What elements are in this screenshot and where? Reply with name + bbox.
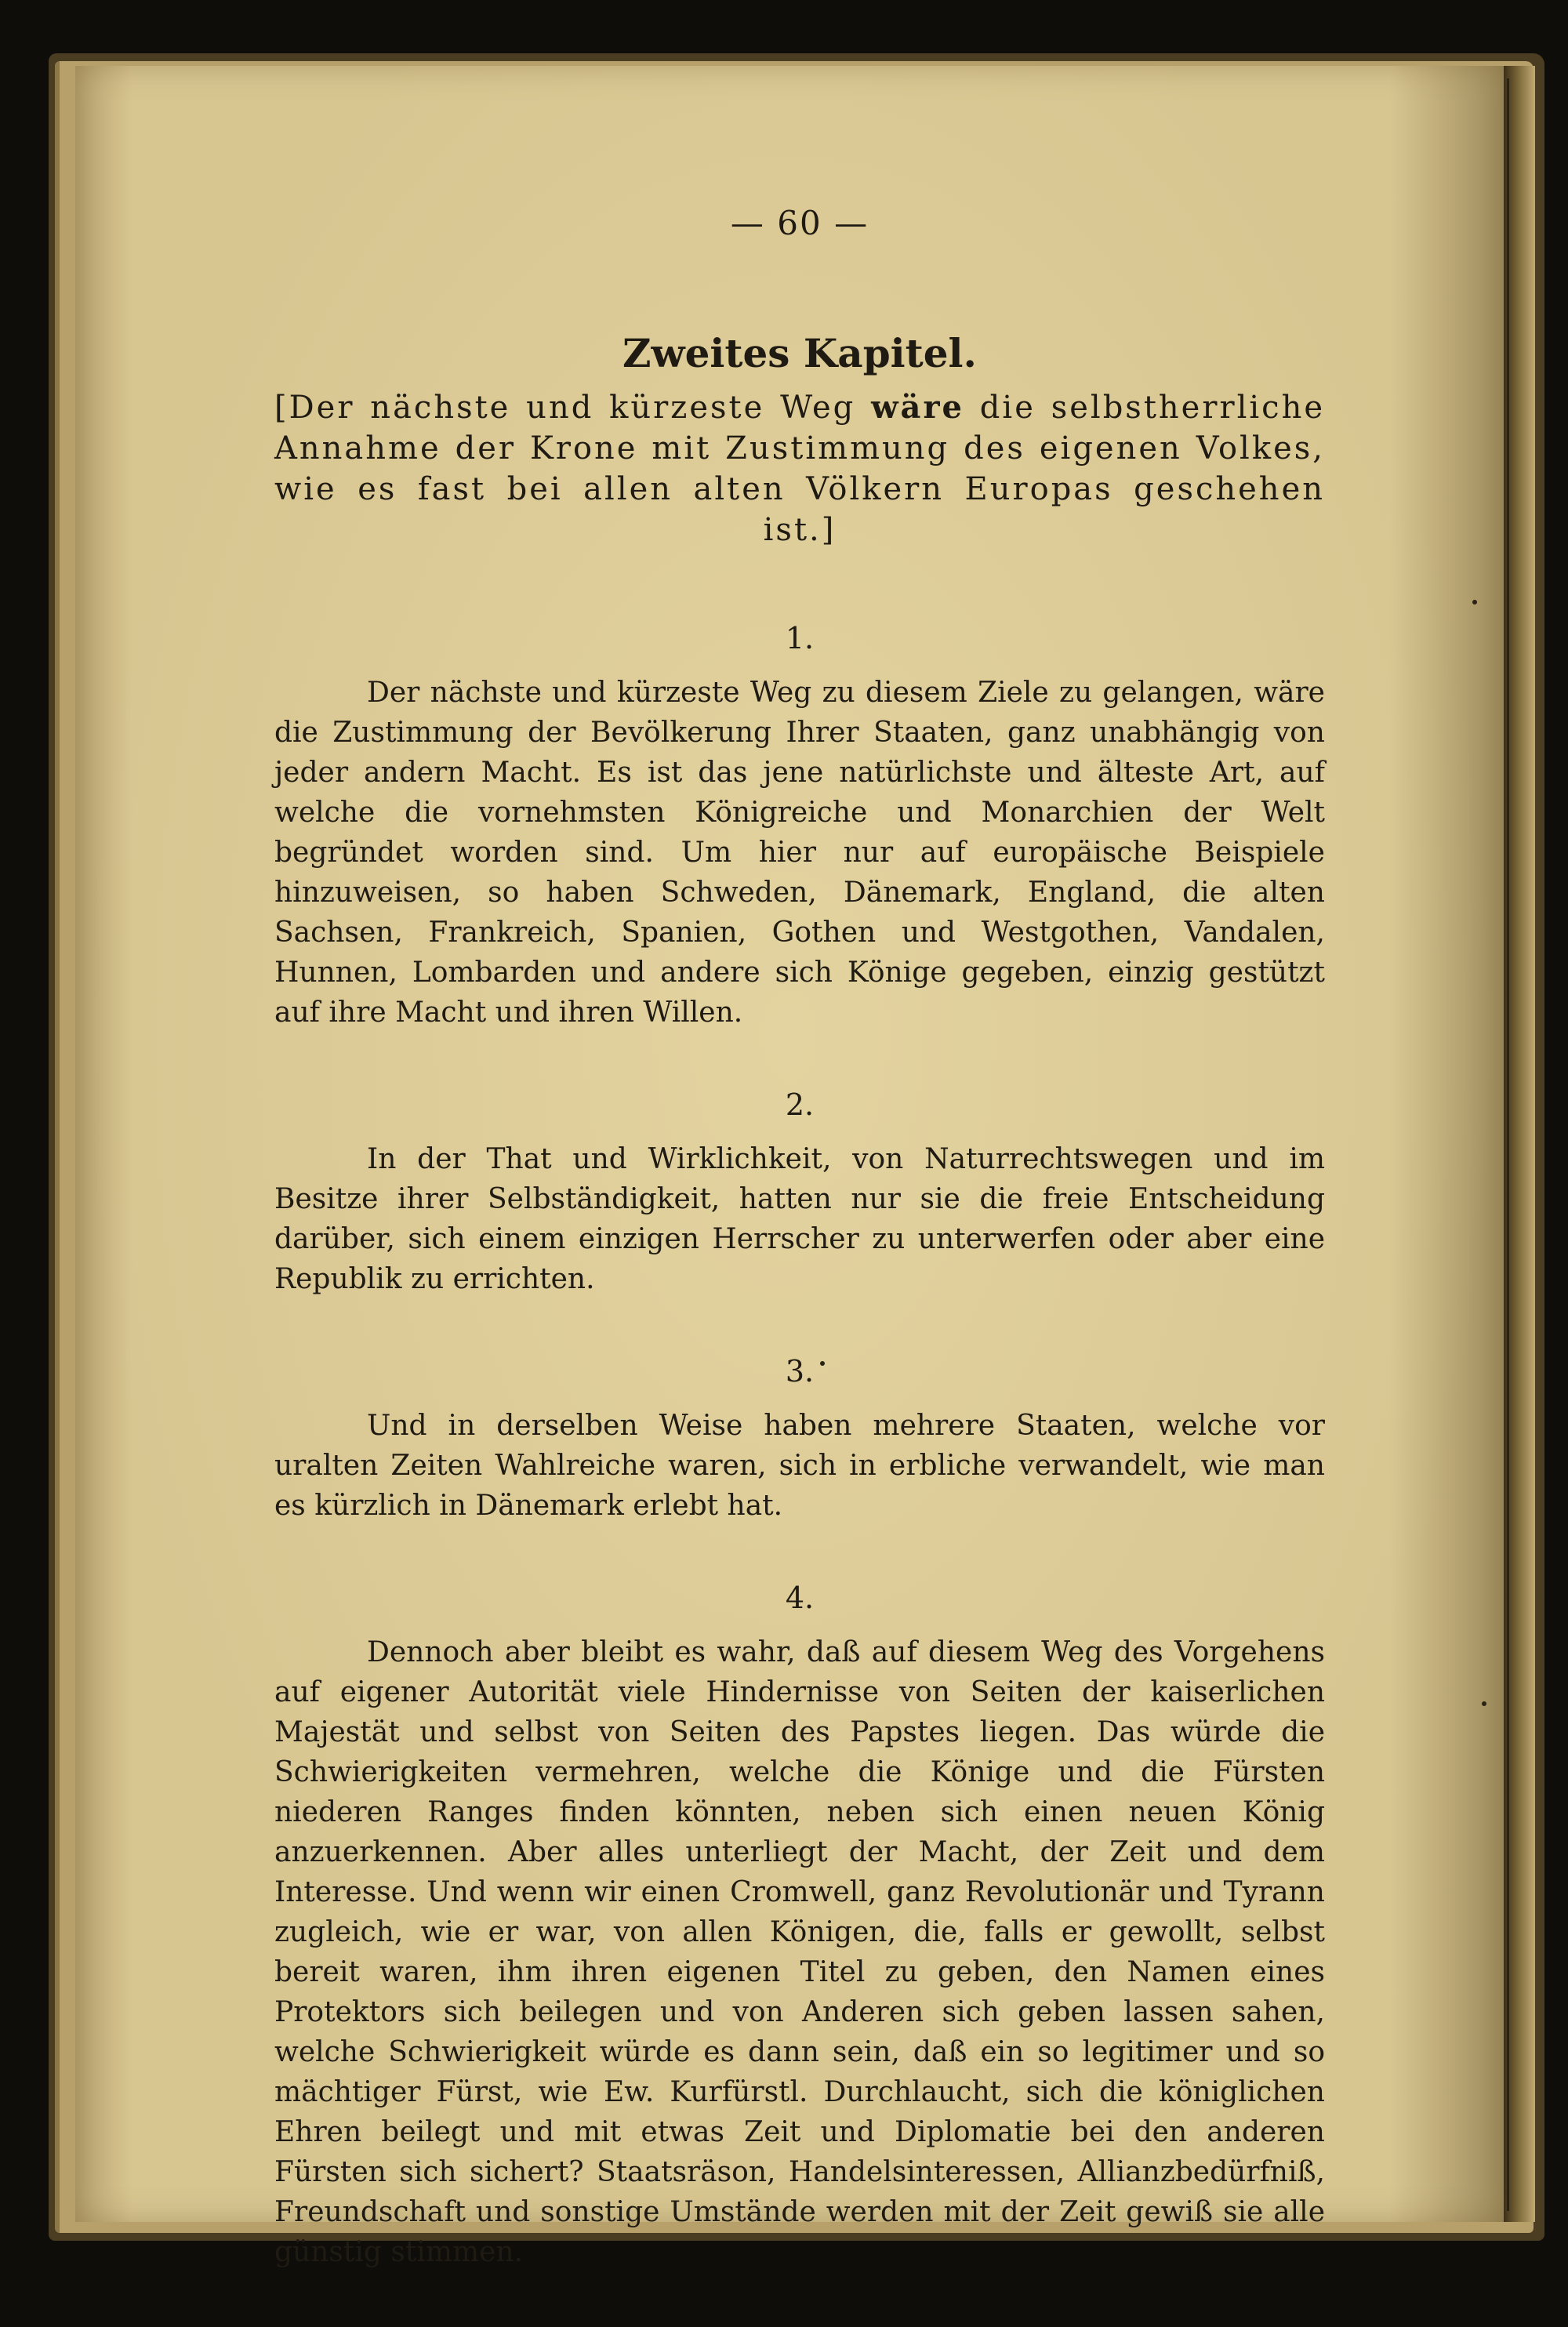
section-1 [274, 621, 1325, 1033]
section-4 [274, 1581, 1325, 2272]
section-paragraph: Der nächste und kürzeste Weg zu diesem Ziele zu gelangen, wäre die Zustimmung der Bevölkerung Ihrer Staaten, ganz unabhängig von jeder andern Macht. Es ist das jene natürlichste und älteste Art, auf welche die vornehmsten Königreiche und Monarchien der Welt begründet worden sind. Um hier nur auf europäische Beispiele hinzuweisen, so haben Schweden, Dänemark, England, die alten Sachsen, Frankreich, Spanien, Gothen und Westgothen, Vandalen, Hunnen, Lombarden und andere sich Könige gegeben, einzig gestützt auf ihre Macht und ihren Willen. [274, 677, 1325, 1029]
paper-speck [1482, 1701, 1486, 1706]
summary-text-start: [Der nächste und kürzeste Weg [274, 390, 872, 426]
section-paragraph: Dennoch aber bleibt es wahr, daß auf diesem Weg des Vorgehens auf eigener Autorität viele Hindernisse von Seiten der kaiserlichen Majestät und selbst von Seiten des Papstes liegen. Das würde die Schwierigkeiten vermehren, welche die Könige und die Fürsten niederen Ranges finden könnten, neben sich einen neuen König anzuerkennen. Aber alles unterliegt der Macht, der Zeit und dem Interesse. Und wenn wir einen Cromwell, ganz Revolutionär und Tyrann zugleich, wie er war, von allen Königen, die, falls er gewollt, selbst bereit waren, ihm ihren eigenen Titel zu geben, den Namen eines Protektors sich beilegen und von Anderen sich geben lassen sahen, welche Schwierigkeit würde es dann sein, daß ein so legitimer und so mächtiger Fürst, wie Ew. Kurfürstl. Durchlaucht, sich die königlichen Ehren beilegt und mit etwas Zeit und Diplomatie bei den anderen Fürsten sich sichert? Staatsräson, Handelsinteressen, Allianzbedürfniß, Freundschaft und sonstige Umstände werden mit der Zeit gewiß sie alle günstig stimmen. [274, 1636, 1325, 2268]
section-paragraph: Und in derselben Weise haben mehrere Staaten, welche vor uralten Zeiten Wahlreiche waren, sich in erbliche verwandelt, wie man es kürzlich in Dänemark erlebt hat. [274, 1410, 1325, 1522]
section-paragraph: In der That und Wirklichkeit, von Naturrechtswegen und im Besitze ihrer Selbständigkeit, hatten nur sie die freie Entscheidung darüber, sich einem einzigen Herrscher zu unterwerfen oder aber eine Republik zu errichten. [274, 1143, 1325, 1295]
summary-text-end: die selbstherrliche Annahme der Krone mit Zustimmung des eigenen Volkes, wie es fast bei allen alten Völkern Europas geschehen ist.] [274, 390, 1326, 548]
section-number: 3. [785, 1354, 815, 1389]
paper-speck [1472, 600, 1477, 604]
page-text [274, 204, 1325, 2327]
section-3 [274, 1354, 1325, 1526]
section-2 [274, 1087, 1325, 1299]
chapter-summary [274, 387, 1325, 550]
summary-emphasis: wäre [871, 389, 964, 426]
section-number: 1. [785, 621, 815, 655]
section-number: 2. [785, 1087, 815, 1122]
binding-gutter [1507, 78, 1509, 2211]
chapter-title: Zweites Kapitel. [622, 330, 977, 376]
section-number: 4. [785, 1581, 815, 1615]
page-number: — 60 — [730, 204, 869, 242]
